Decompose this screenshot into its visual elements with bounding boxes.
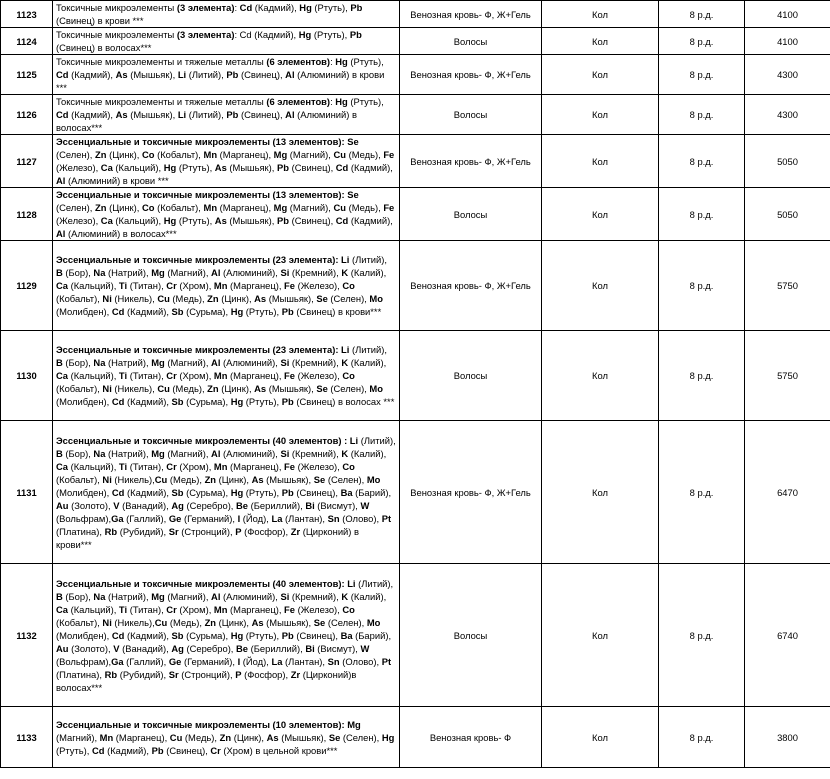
test-name bbox=[53, 28, 400, 55]
turnaround-time: 8 р.д. bbox=[659, 564, 745, 707]
table-row bbox=[1, 421, 830, 564]
price: 5050 bbox=[745, 135, 830, 188]
unit: Кол bbox=[542, 564, 659, 707]
table-row bbox=[1, 331, 830, 421]
test-name bbox=[53, 331, 400, 421]
test-code: 1126 bbox=[1, 95, 53, 135]
table-row bbox=[1, 1, 830, 28]
unit: Кол bbox=[542, 95, 659, 135]
test-name-text: Эссенциальные и токсичные микроэлементы (40 элементов): Li (Литий), B (Бор), Na (Натрий), Mg (Магний), Al (Алюминий), Si (Кремний), K (Калий), Ca (Кальций), Ti (Титан), Cr (Хром), Mn (Марганец), Fe (Железо), Co (Кобальт), Ni (Никель),Cu (Медь), Zn (Цинк), As (Мышьяк), Se (Селен), Mo (Молибден), Cd (Кадмий), Sb (Сурьма), Hg (Ртуть), Pb (Свинец), Ba (Барий), Au (Золото), V (Ванадий), Ag (Серебро), Be (Бериллий), Bi (Висмут), W (Вольфрам),Ga (Галлий), Ge (Германий), I (Йод), La (Лантан), Sn (Олово), Pt (Платина), Rb (Рубидий), Sr (Стронций), P (Фосфор), Zr (Цирконий)в волосах*** bbox=[56, 577, 394, 693]
price: 4100 bbox=[745, 28, 830, 55]
unit: Кол bbox=[542, 707, 659, 768]
price: 5050 bbox=[745, 188, 830, 241]
test-name-text: Токсичные микроэлементы (3 элемента): Cd (Кадмий), Hg (Ртуть), Pb (Свинец) в крови *** bbox=[56, 2, 363, 26]
biomaterial: Венозная кровь- Ф, Ж+Гель bbox=[400, 135, 542, 188]
test-code: 1133 bbox=[1, 707, 53, 768]
turnaround-time: 8 р.д. bbox=[659, 707, 745, 768]
table-row bbox=[1, 707, 830, 768]
price: 4100 bbox=[745, 1, 830, 28]
table-row bbox=[1, 28, 830, 55]
table-row bbox=[1, 55, 830, 95]
biomaterial: Венозная кровь- Ф, Ж+Гель bbox=[400, 55, 542, 95]
biomaterial: Волосы bbox=[400, 95, 542, 135]
turnaround-time: 8 р.д. bbox=[659, 1, 745, 28]
test-name bbox=[53, 707, 400, 768]
test-code: 1130 bbox=[1, 331, 53, 421]
biomaterial: Венозная кровь- Ф, Ж+Гель bbox=[400, 421, 542, 564]
unit: Кол bbox=[542, 331, 659, 421]
turnaround-time: 8 р.д. bbox=[659, 421, 745, 564]
table-row bbox=[1, 564, 830, 707]
turnaround-time: 8 р.д. bbox=[659, 331, 745, 421]
biomaterial: Волосы bbox=[400, 188, 542, 241]
biomaterial: Венозная кровь- Ф bbox=[400, 707, 542, 768]
test-name-text: Токсичные микроэлементы и тяжелые металлы (6 элементов): Hg (Ртуть), Cd (Кадмий), As (Мышьяк), Li (Литий), Pb (Свинец), Al (Алюминий) в крови *** bbox=[56, 56, 385, 93]
unit: Кол bbox=[542, 1, 659, 28]
test-code: 1127 bbox=[1, 135, 53, 188]
test-name-text: Эссенциальные и токсичные микроэлементы (23 элемента): Li (Литий), B (Бор), Na (Натрий), Mg (Магний), Al (Алюминий), Si (Кремний), K (Калий), Ca (Кальций), Ti (Титан), Cr (Хром), Mn (Марганец), Fe (Железо), Co (Кобальт), Ni (Никель), Cu (Медь), Zn (Цинк), As (Мышьяк), Se (Селен), Mo (Молибден), Cd (Кадмий), Sb (Сурьма), Hg (Ртуть), Pb (Свинец) в крови*** bbox=[56, 254, 387, 317]
unit: Кол bbox=[542, 241, 659, 331]
test-code: 1123 bbox=[1, 1, 53, 28]
test-code: 1125 bbox=[1, 55, 53, 95]
test-code: 1128 bbox=[1, 188, 53, 241]
turnaround-time: 8 р.д. bbox=[659, 55, 745, 95]
test-name-text: Токсичные микроэлементы и тяжелые металлы (6 элементов): Hg (Ртуть), Cd (Кадмий), As (Мышьяк), Li (Литий), Pb (Свинец), Al (Алюминий) в волосах*** bbox=[56, 96, 384, 133]
turnaround-time: 8 р.д. bbox=[659, 241, 745, 331]
test-name-text: Токсичные микроэлементы (3 элемента): Cd (Кадмий), Hg (Ртуть), Pb (Свинец) в волосах*** bbox=[56, 29, 362, 53]
test-name bbox=[53, 564, 400, 707]
price: 3800 bbox=[745, 707, 830, 768]
unit: Кол bbox=[542, 135, 659, 188]
unit: Кол bbox=[542, 55, 659, 95]
test-name bbox=[53, 135, 400, 188]
test-name-text: Эссенциальные и токсичные микроэлементы (13 элементов): Se (Селен), Zn (Цинк), Co (Кобальт), Mn (Марганец), Mg (Магний), Cu (Медь), Fe (Железо), Ca (Кальций), Hg (Ртуть), As (Мышьяк), Pb (Свинец), Cd (Кадмий), Al (Алюминий) в крови *** bbox=[56, 136, 395, 186]
price: 5750 bbox=[745, 331, 830, 421]
test-name bbox=[53, 1, 400, 28]
test-name bbox=[53, 95, 400, 135]
biomaterial: Волосы bbox=[400, 28, 542, 55]
turnaround-time: 8 р.д. bbox=[659, 28, 745, 55]
turnaround-time: 8 р.д. bbox=[659, 95, 745, 135]
turnaround-time: 8 р.д. bbox=[659, 135, 745, 188]
test-name-text: Эссенциальные и токсичные микроэлементы (40 элементов) : Li (Литий), B (Бор), Na (Натрий), Mg (Магний), Al (Алюминий), Si (Кремний), K (Калий), Ca (Кальций), Ti (Титан), Cr (Хром), Mn (Марганец), Fe (Железо), Co (Кобальт), Ni (Никель),Cu (Медь), Zn (Цинк), As (Мышьяк), Se (Селен), Mo (Молибден), Cd (Кадмий), Sb (Сурьма), Hg (Ртуть), Pb (Свинец), Ba (Барий), Au (Золото), V (Ванадий), Ag (Серебро), Be (Бериллий), Bi (Висмут), W (Вольфрам),Ga (Галлий), Ge (Германий), I (Йод), La (Лантан), Sn (Олово), Pt (Платина), Rb (Рубидий), Sr (Стронций), P (Фосфор), Zr (Цирконий) в крови*** bbox=[56, 434, 396, 550]
turnaround-time: 8 р.д. bbox=[659, 188, 745, 241]
table-row bbox=[1, 95, 830, 135]
test-code: 1124 bbox=[1, 28, 53, 55]
unit: Кол bbox=[542, 421, 659, 564]
test-code: 1131 bbox=[1, 421, 53, 564]
biomaterial: Венозная кровь- Ф, Ж+Гель bbox=[400, 1, 542, 28]
table-row bbox=[1, 241, 830, 331]
test-name bbox=[53, 421, 400, 564]
test-name bbox=[53, 55, 400, 95]
test-name bbox=[53, 241, 400, 331]
price: 6740 bbox=[745, 564, 830, 707]
test-name-text: Эссенциальные и токсичные микроэлементы (23 элемента): Li (Литий), B (Бор), Na (Натрий), Mg (Магний), Al (Алюминий), Si (Кремний), K (Калий), Ca (Кальций), Ti (Титан), Cr (Хром), Mn (Марганец), Fe (Железо), Co (Кобальт), Ni (Никель), Cu (Медь), Zn (Цинк), As (Мышьяк), Se (Селен), Mo (Молибден), Cd (Кадмий), Sb (Сурьма), Hg (Ртуть), Pb (Свинец) в волосах *** bbox=[56, 344, 395, 407]
biomaterial: Волосы bbox=[400, 564, 542, 707]
biomaterial: Волосы bbox=[400, 331, 542, 421]
test-name bbox=[53, 188, 400, 241]
price: 5750 bbox=[745, 241, 830, 331]
table-row bbox=[1, 188, 830, 241]
test-name-text: Эссенциальные и токсичные микроэлементы (13 элементов): Se (Селен), Zn (Цинк), Co (Кобальт), Mn (Марганец), Mg (Магний), Cu (Медь), Fe (Железо), Ca (Кальций), Hg (Ртуть), As (Мышьяк), Pb (Свинец), Cd (Кадмий), Al (Алюминий) в волосах*** bbox=[56, 189, 395, 239]
test-name-text: Эссенциальные и токсичные микроэлементы (10 элементов): Mg (Магний), Mn (Марганец), Cu (Медь), Zn (Цинк), As (Мышьяк), Se (Селен), Hg (Ртуть), Cd (Кадмий), Pb (Свинец), Cr (Хром) в цельной крови*** bbox=[56, 718, 395, 756]
test-code: 1129 bbox=[1, 241, 53, 331]
price: 6470 bbox=[745, 421, 830, 564]
unit: Кол bbox=[542, 28, 659, 55]
biomaterial: Венозная кровь- Ф, Ж+Гель bbox=[400, 241, 542, 331]
unit: Кол bbox=[542, 188, 659, 241]
test-code: 1132 bbox=[1, 564, 53, 707]
price: 4300 bbox=[745, 55, 830, 95]
price: 4300 bbox=[745, 95, 830, 135]
table-row bbox=[1, 135, 830, 188]
